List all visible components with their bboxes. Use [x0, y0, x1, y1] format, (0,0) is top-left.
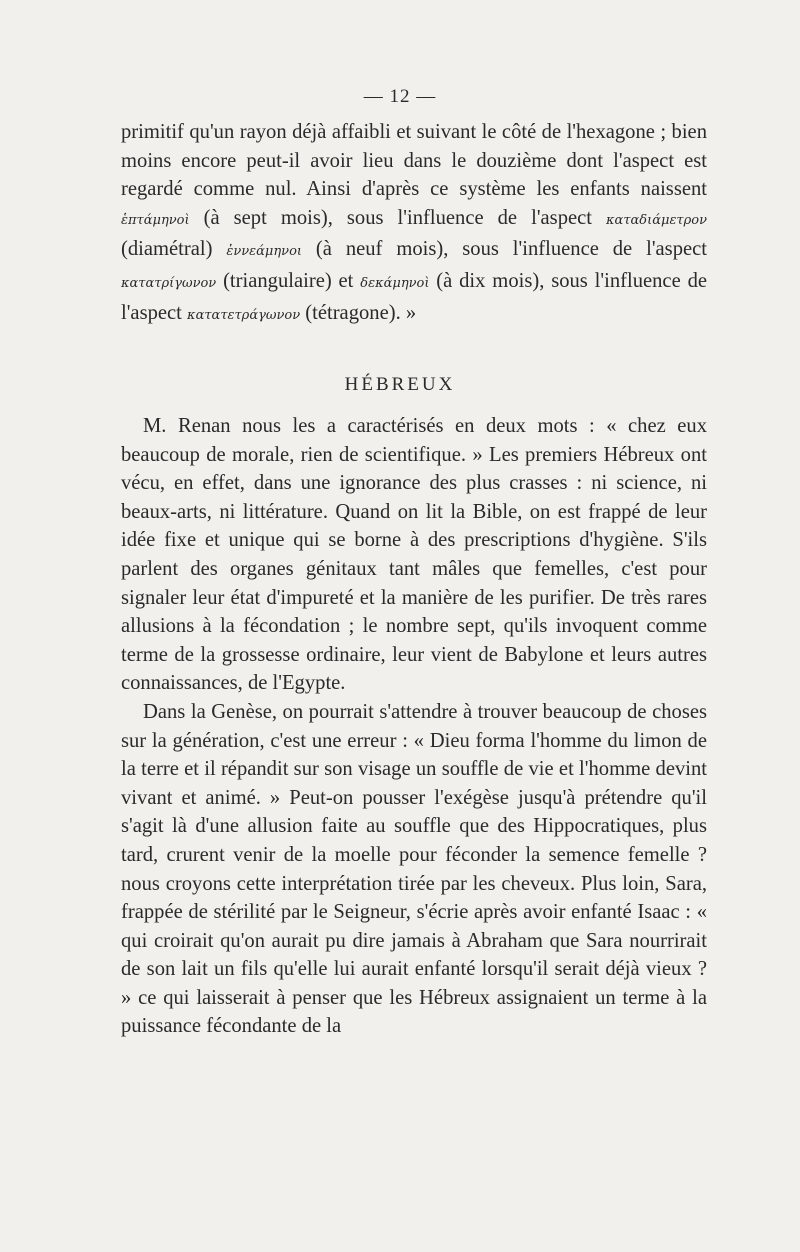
intro-text-part: primitif qu'un rayon déjà affaibli et suivant le côté de l'hexagone ; bien moins encore peut-il avoir lieu dans le douzième dont l'aspect est regardé comme nul. Ainsi d'après ce système les enfants naissent [121, 121, 707, 201]
intro-text-part: (à dix mois), sous l'influence de l'aspect [121, 269, 708, 324]
body-paragraph: M. Renan nous les a caractérisés en deux mots : « chez eux beaucoup de morale, rien de scientifique. » Les premiers Hébreux ont vécu, en effet, dans une ignorance des plus crasses : ni science, ni beaux-arts, ni littérature. Quand on lit la Bible, on est frappé de leur idée fixe et unique qui se borne à des prescriptions d'hygiène. S'ils parlent des organes génitaux tant mâles que femelles, c'est pour signaler leur état d'impureté et la manière de les purifier. De très rares allusions à la fécondation ; le nombre sept, qu'ils invoquent comme terme de la grossesse ordinaire, leur vient de Babylone et leurs autres connaissances, de l'Egypte. [121, 415, 707, 695]
intro-text-part: (à sept mois), sous l'influence de l'aspect [189, 206, 607, 229]
section-body [121, 412, 707, 1041]
greek-term: δεκάμηνοὶ [360, 275, 430, 291]
greek-term: κατατετράγωνον [187, 307, 301, 323]
body-paragraph: Dans la Genèse, on pourrait s'attendre à trouver beaucoup de choses sur la génération, c'est une erreur : « Dieu forma l'homme du limon de la terre et il répandit sur son visage un souffle de vie et l'homme devint vivant et animé. » Peut-on pousser l'exégèse jusqu'à prétendre qu'il s'agit là d'une allusion faite au souffle que des Hippocratiques, plus tard, crurent venir de la moelle pour féconder la semence femelle ? nous croyons cette interprétation tirée par les cheveux. Plus loin, Sara, frappée de stérilité par le Seigneur, s'écrie après avoir enfanté Isaac : « qui croirait qu'on aurait pu dire jamais à Abraham que Sara nourrirait de son lait un fils qu'elle lui aurait enfanté lorsqu'il serait déjà vieux ? » ce qui laisserait à penser que les Hébreux assignaient un terme à la puissance fécondante de la [121, 700, 707, 1038]
section-heading: HÉBREUX [344, 374, 456, 395]
intro-text [121, 118, 707, 330]
intro-text-part: (à neuf mois), sous l'influence de l'aspect [302, 238, 707, 261]
greek-term: καταδιάμετρον [606, 212, 707, 228]
greek-term: ἑπτάμηνοὶ [121, 212, 190, 228]
greek-term: κατατρίγωνον [121, 275, 217, 291]
page-number: — 12 — [363, 86, 437, 107]
intro-paragraph [121, 118, 707, 330]
intro-text-part: (diamétral) [121, 238, 227, 261]
intro-text-part: (tétragone). » [300, 301, 417, 324]
greek-term: ἐννεάμηνοι [226, 244, 302, 260]
intro-text-part: (triangulaire) et [216, 269, 361, 292]
